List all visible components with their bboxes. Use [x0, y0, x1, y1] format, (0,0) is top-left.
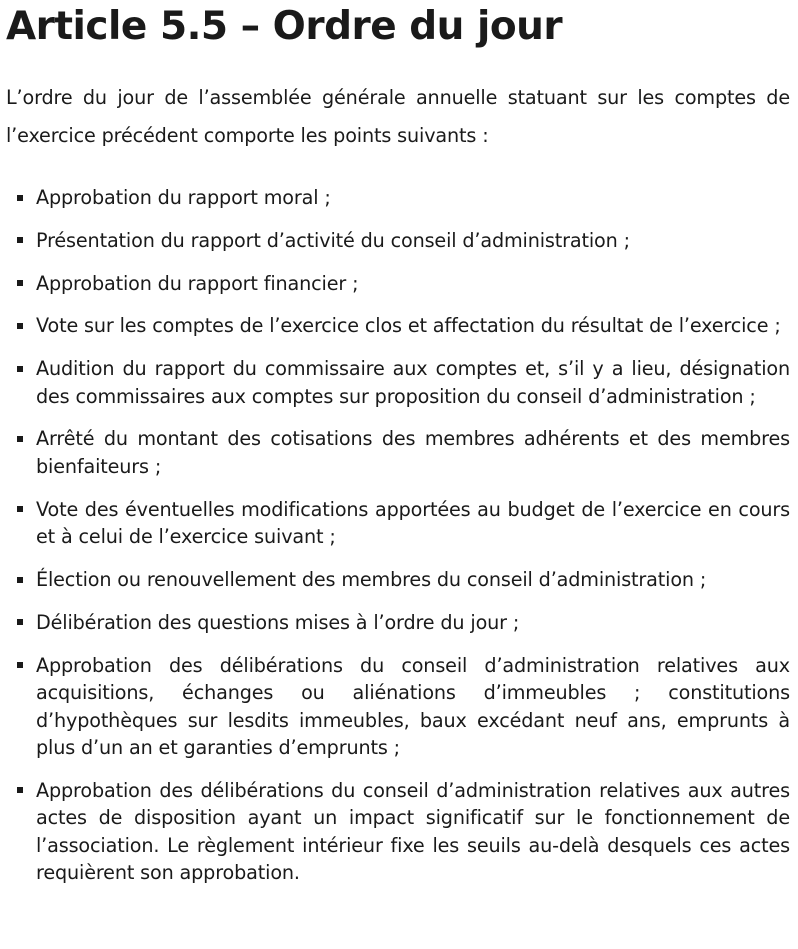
list-item-text: Arrêté du montant des cotisations des membres adhérents et des membres bienfaiteurs ;	[36, 427, 790, 478]
list-item	[6, 270, 790, 298]
square-bullet-icon	[17, 619, 23, 625]
square-bullet-icon	[17, 787, 23, 793]
square-bullet-icon	[17, 195, 23, 201]
list-item	[6, 184, 790, 212]
list-item	[6, 312, 790, 340]
list-item-text: Vote des éventuelles modifications apportées au budget de l’exercice en cours et à celui de l’exercice suivant ;	[36, 497, 790, 549]
list-item	[6, 652, 790, 762]
agenda-list	[6, 184, 790, 887]
list-item-text: Audition du rapport du commissaire aux comptes et, s’il y a lieu, désignation des commissaires aux comptes sur proposition du conseil d’administration ;	[36, 357, 790, 408]
list-item-text: Approbation des délibérations du conseil d’administration relatives aux acquisitions, échanges ou aliénations d’immeubles ; constitutions d’hypothèques sur lesdits immeubles, baux excédant neuf ans, emprunts à plus d’un an et garanties d’emprunts ;	[36, 653, 790, 760]
square-bullet-icon	[17, 237, 23, 243]
list-item-text: Délibération des questions mises à l’ordre du jour ;	[36, 610, 520, 634]
list-item-text: Approbation du rapport financier ;	[36, 271, 359, 295]
square-bullet-icon	[17, 280, 23, 286]
list-item-text: Approbation du rapport moral ;	[36, 186, 331, 209]
article-intro: L’ordre du jour de l’assemblée générale annuelle statuant sur les comptes de l’exercice précédent comporte les points suivants :	[6, 86, 790, 147]
list-item-text: Présentation du rapport d’activité du conseil d’administration ;	[36, 228, 630, 252]
list-item	[6, 777, 790, 887]
list-item-text: Élection ou renouvellement des membres du conseil d’administration ;	[36, 568, 707, 592]
list-item	[6, 425, 790, 480]
list-item	[6, 227, 790, 255]
list-item	[6, 566, 790, 594]
square-bullet-icon	[17, 577, 23, 583]
square-bullet-icon	[17, 506, 23, 512]
list-item	[6, 355, 790, 410]
list-item-text: Approbation des délibérations du conseil d’administration relatives aux autres actes de disposition ayant un impact significatif sur le fonctionnement de l’association. Le règlement intérieur fixe les seuils au-delà desquels ces actes requièrent son approbation.	[36, 778, 790, 885]
square-bullet-icon	[17, 662, 23, 668]
square-bullet-icon	[17, 366, 23, 372]
list-item	[6, 496, 790, 551]
square-bullet-icon	[17, 436, 23, 442]
article-title: Article 5.5 – Ordre du jour	[6, 4, 563, 49]
list-item	[6, 609, 790, 637]
list-item-text: Vote sur les comptes de l’exercice clos et affectation du résultat de l’exercice ;	[36, 314, 781, 338]
square-bullet-icon	[17, 323, 23, 329]
